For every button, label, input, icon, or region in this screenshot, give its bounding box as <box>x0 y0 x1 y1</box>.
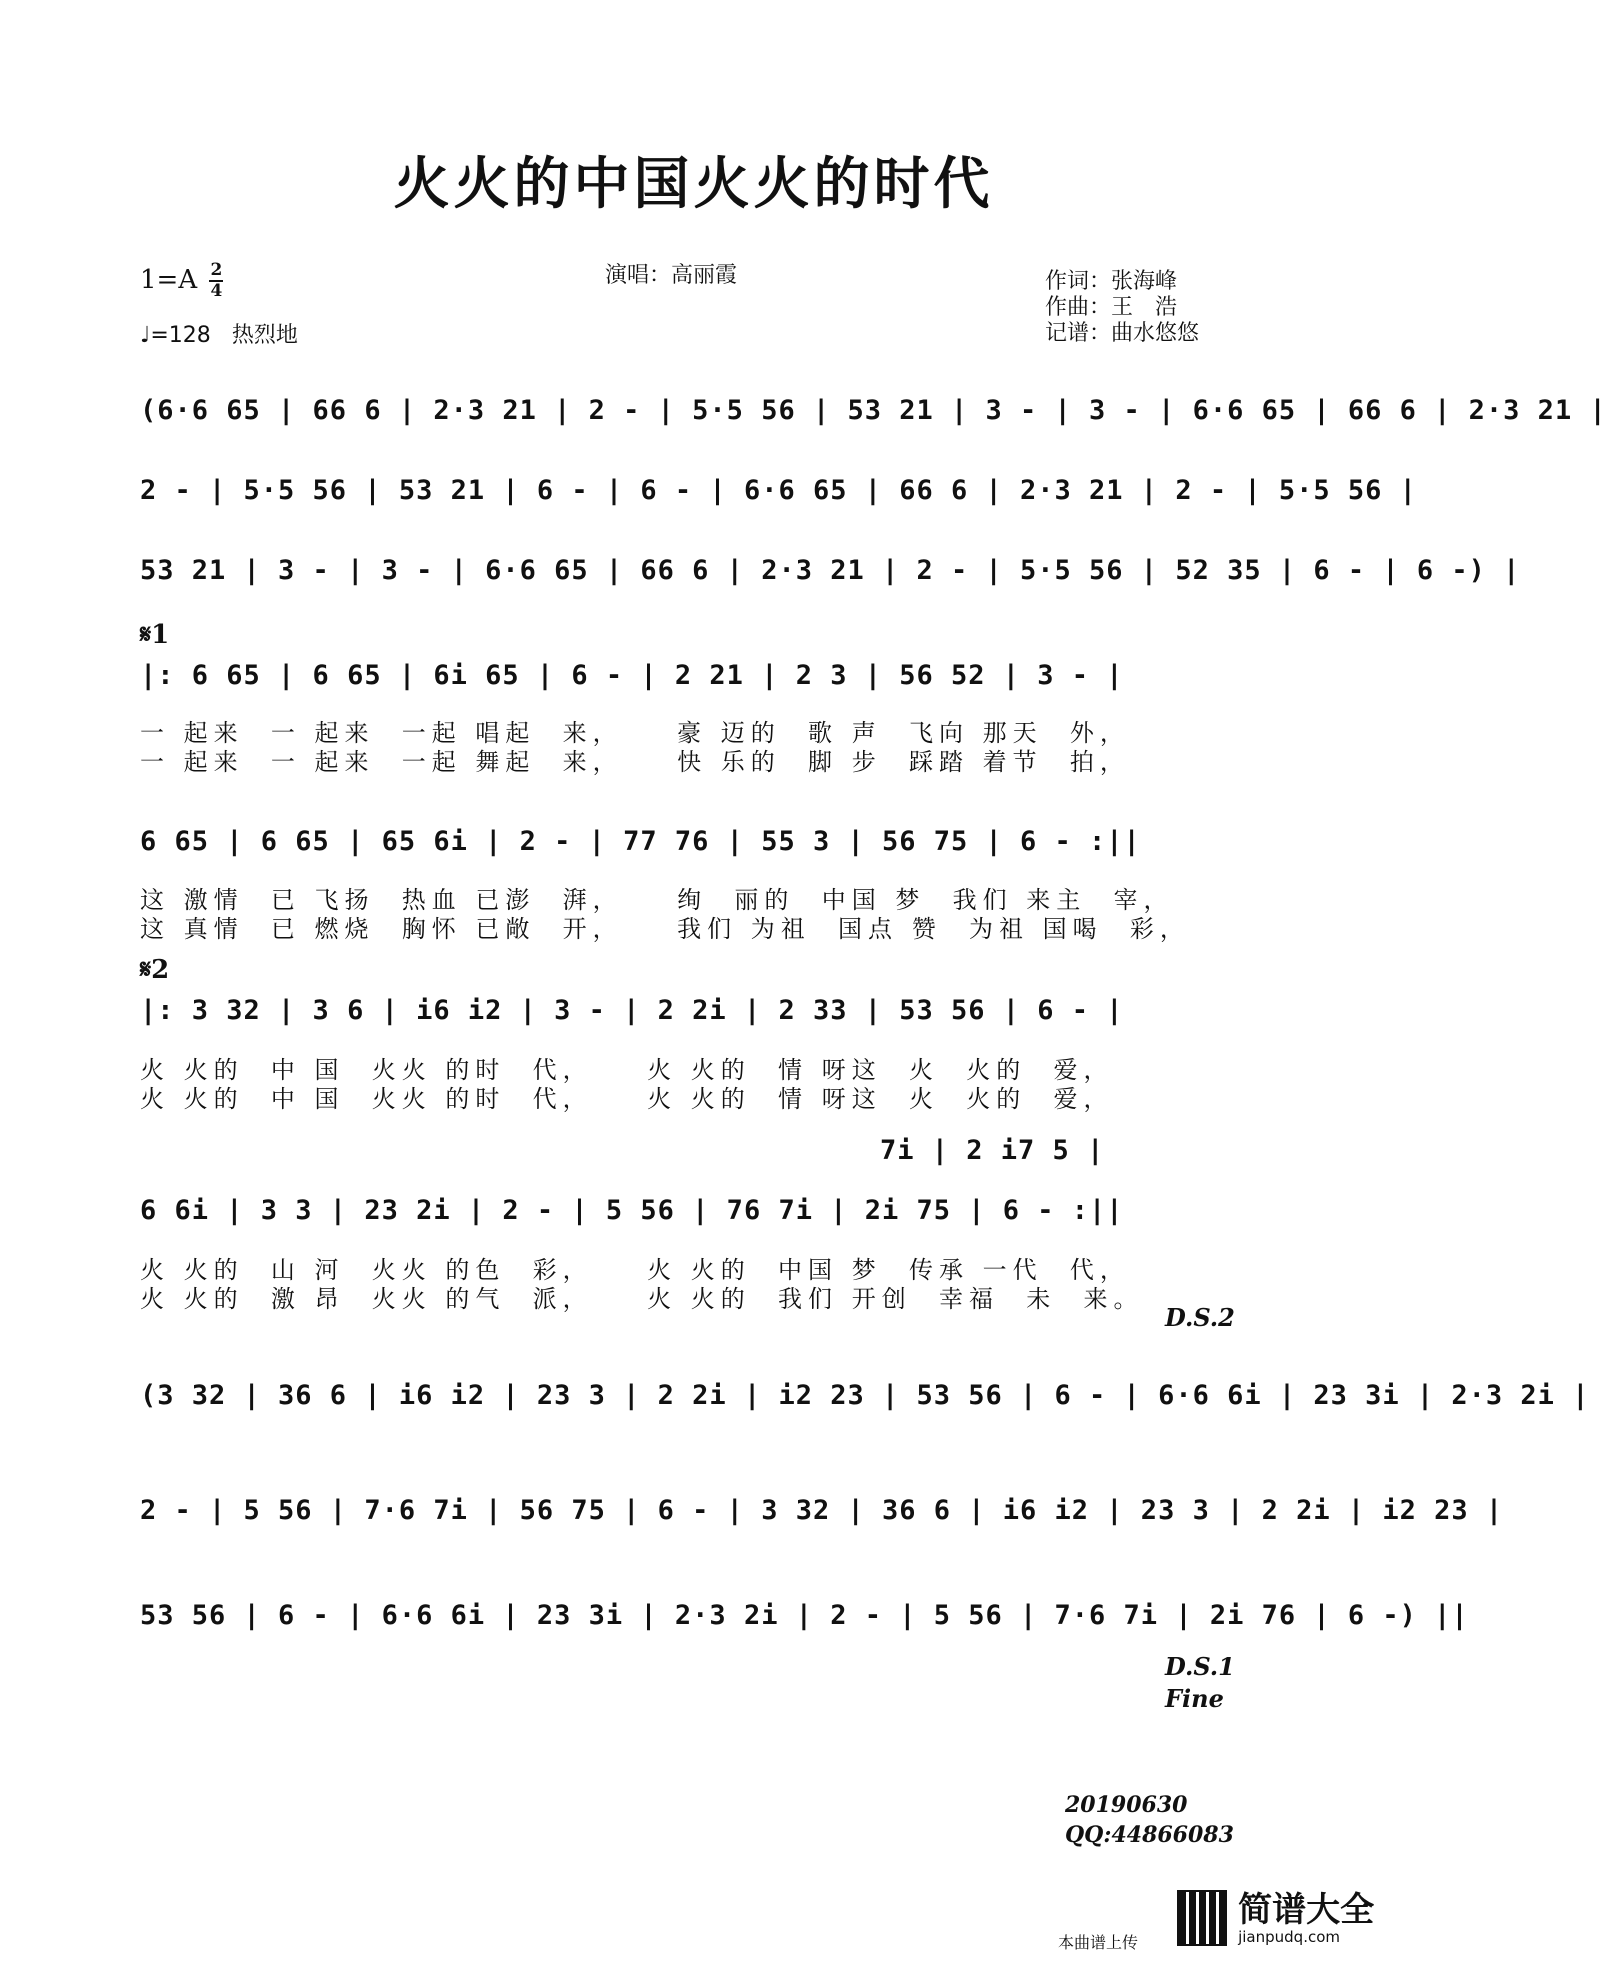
segno-2: 𝄋2 <box>140 955 170 985</box>
score-line-2: 2 - | 5·5 56 | 53 21 | 6 - | 6 - | 6·6 65 | 66 6 | 2·3 21 | 2 - | 5·5 56 | <box>140 475 1417 506</box>
brand-block <box>1238 1891 1374 1945</box>
tempo-line <box>140 318 298 349</box>
score-line-1: (6·6 65 | 66 6 | 2·3 21 | 2 - | 5·5 56 | 53 21 | 3 - | 3 - | 6·6 65 | 66 6 | 2·3 21 | <box>140 395 1607 426</box>
score-line-4: |: 6 65 | 6 65 | 6i 65 | 6 - | 2 21 | 2 3 | 56 52 | 3 - | <box>140 660 1124 691</box>
composer-credit: 作曲：王 浩 <box>1045 295 1178 320</box>
score-line-7: 6 6i | 3 3 | 23 2i | 2 - | 5 56 | 76 7i | 2i 75 | 6 - :|| <box>140 1195 1124 1226</box>
lyric-chorus2a: 火 火的 山 河 火火 的色 彩， 火 火的 中国 梦 传承 一代 代， <box>140 1256 1130 1284</box>
upload-note: 本曲谱上传 <box>1058 1933 1139 1952</box>
segno-1: 𝄋1 <box>140 620 170 650</box>
singer-credit: 演唱：高丽霞 <box>605 263 738 288</box>
expression-marking: 热烈地 <box>231 323 298 348</box>
piano-icon <box>1177 1890 1227 1946</box>
lyric-verse1b: 一 起来 一 起来 一起 舞起 来， 快 乐的 脚 步 踩踏 着节 拍， <box>140 748 1130 776</box>
score-title: 火火的中国火火的时代 <box>393 151 994 217</box>
ds1-marking: D.S.1 <box>1165 1652 1235 1681</box>
transcriber-credit: 记谱：曲水悠悠 <box>1045 321 1200 346</box>
score-line-5: 6 65 | 6 65 | 65 6i | 2 - | 77 76 | 55 3 | 56 75 | 6 - :|| <box>140 826 1141 857</box>
lyric-verse1a: 一 起来 一 起来 一起 唱起 来， 豪 迈的 歌 声 飞向 那天 外， <box>140 719 1130 747</box>
lyric-chorus1b: 火 火的 中 国 火火 的时 代， 火 火的 情 呀这 火 火的 爱， <box>140 1085 1114 1113</box>
score-line-3: 53 21 | 3 - | 3 - | 6·6 65 | 66 6 | 2·3 21 | 2 - | 5·5 56 | 52 35 | 6 - | 6 -) | <box>140 555 1521 586</box>
brand-name: 简谱大全 <box>1238 1890 1375 1930</box>
score-line-10: 53 56 | 6 - | 6·6 6i | 23 3i | 2·3 2i | 2 - | 5 56 | 7·6 7i | 2i 76 | 6 -) || <box>140 1600 1469 1631</box>
key-text: 1=A <box>140 265 198 295</box>
site-logo[interactable] <box>1177 1890 1387 1963</box>
alternate-ending: 7i | 2 i7 5 | <box>880 1135 1105 1166</box>
lyricist-credit: 作词：张海峰 <box>1045 269 1178 294</box>
score-line-9: 2 - | 5 56 | 7·6 7i | 56 75 | 6 - | 3 32 | 36 6 | i6 i2 | 23 3 | 2 2i | i2 23 | <box>140 1495 1504 1526</box>
time-numerator: 2 <box>210 260 223 280</box>
date-stamp: 20190630 <box>1065 1792 1188 1818</box>
lyric-chorus2b: 火 火的 激 昂 火火 的气 派， 火 火的 我们 开创 幸福 未 来。 <box>140 1285 1144 1313</box>
ds2-marking: D.S.2 <box>1165 1303 1235 1332</box>
brand-site: jianpudq.com <box>1238 1928 1341 1946</box>
time-signature <box>209 262 223 300</box>
time-denominator: 4 <box>210 281 223 301</box>
tempo-marking: ♩=128 <box>140 323 211 348</box>
lyric-chorus1a: 火 火的 中 国 火火 的时 代， 火 火的 情 呀这 火 火的 爱， <box>140 1056 1114 1084</box>
fine-marking: Fine <box>1165 1684 1224 1713</box>
score-line-6: |: 3 32 | 3 6 | i6 i2 | 3 - | 2 2i | 2 33 | 53 56 | 6 - | <box>140 995 1124 1026</box>
qq-contact: QQ:44866083 <box>1065 1822 1234 1848</box>
lyric-verse2a: 这 激情 已 飞扬 热血 已澎 湃， 绚 丽的 中国 梦 我们 来主 宰， <box>140 886 1174 914</box>
score-line-8: (3 32 | 36 6 | i6 i2 | 23 3 | 2 2i | i2 23 | 53 56 | 6 - | 6·6 6i | 23 3i | 2·3 2i | <box>140 1380 1590 1411</box>
lyric-verse2b: 这 真情 已 燃烧 胸怀 已敞 开， 我们 为祖 国点 赞 为祖 国喝 彩， <box>140 915 1190 943</box>
key-signature <box>140 262 223 300</box>
